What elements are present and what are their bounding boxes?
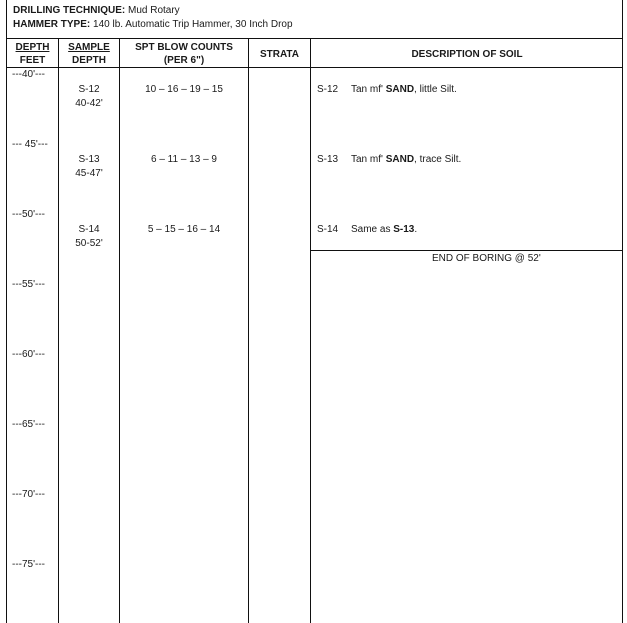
desc-bold: SAND (385, 84, 415, 95)
end-of-boring-rule (310, 250, 623, 251)
soil-description (317, 224, 417, 235)
desc-bold: SAND (385, 154, 415, 165)
sample-id: S-13 (78, 154, 100, 165)
desc-text: Tan mf' (351, 84, 386, 95)
technique-value: Mud Rotary (128, 5, 180, 16)
spt-blow-counts: 10 – 16 – 19 – 15 (145, 84, 223, 95)
technique-label: DRILLING TECHNIQUE: (13, 5, 126, 16)
col-header-description: DESCRIPTION OF SOIL (411, 49, 523, 60)
sample-range: 45-47' (75, 168, 103, 179)
depth-mark: --- 45'--- (12, 139, 48, 150)
desc-text: Same as (351, 224, 394, 235)
sample-depth-cell (59, 223, 119, 251)
desc-sample-id: S-13 (317, 154, 339, 165)
column-divider-spt (248, 38, 249, 623)
depth-mark: ---75'--- (12, 559, 46, 570)
col-header-spt (120, 41, 248, 67)
col-depth-line2: FEET (19, 55, 46, 66)
soil-description (317, 154, 461, 165)
sample-depth-cell (59, 153, 119, 181)
sample-depth-cell (59, 83, 119, 111)
desc-sample-id: S-12 (317, 84, 339, 95)
col-sample-line1: SAMPLE (68, 42, 110, 53)
column-divider-sample (119, 38, 120, 623)
col-spt-line2: (PER 6") (163, 55, 205, 66)
depth-mark: ---70'--- (12, 489, 46, 500)
hammer-type (13, 19, 293, 30)
col-spt-line1: SPT BLOW COUNTS (135, 42, 233, 53)
header-top-rule (6, 38, 623, 39)
depth-mark: ---50'--- (12, 209, 46, 220)
depth-mark: ---55'--- (12, 279, 46, 290)
soil-description (317, 84, 457, 95)
spt-blow-counts: 6 – 11 – 13 – 9 (151, 154, 217, 165)
hammer-label: HAMMER TYPE: (13, 19, 91, 30)
desc-text-post: , little Silt. (414, 84, 457, 95)
desc-text-post: , trace Silt. (414, 154, 462, 165)
sample-id: S-14 (78, 224, 100, 235)
desc-text-post: . (414, 224, 418, 235)
depth-mark: ---65'--- (12, 419, 46, 430)
end-of-boring: END OF BORING @ 52' (432, 253, 541, 264)
spt-blow-counts: 5 – 15 – 16 – 14 (147, 224, 221, 235)
col-sample-line2: DEPTH (72, 55, 106, 66)
col-header-strata: STRATA (259, 49, 300, 60)
column-divider-strata (310, 38, 311, 623)
desc-sample-id: S-14 (317, 224, 339, 235)
depth-mark: ---60'--- (12, 349, 46, 360)
desc-text: Tan mf' (351, 154, 386, 165)
col-header-sample (59, 41, 119, 67)
col-header-depth (7, 41, 58, 67)
depth-mark: ---40'--- (12, 69, 46, 80)
hammer-value: 140 lb. Automatic Trip Hammer, 30 Inch Drop (93, 19, 293, 30)
sample-id: S-12 (78, 84, 100, 95)
desc-bold: S-13 (393, 224, 415, 235)
column-divider-depth (58, 38, 59, 623)
col-depth-line1: DEPTH (15, 42, 50, 53)
drilling-technique (13, 5, 180, 16)
sample-range: 50-52' (75, 238, 103, 249)
sample-range: 40-42' (75, 98, 103, 109)
column-header-rule (6, 67, 623, 68)
